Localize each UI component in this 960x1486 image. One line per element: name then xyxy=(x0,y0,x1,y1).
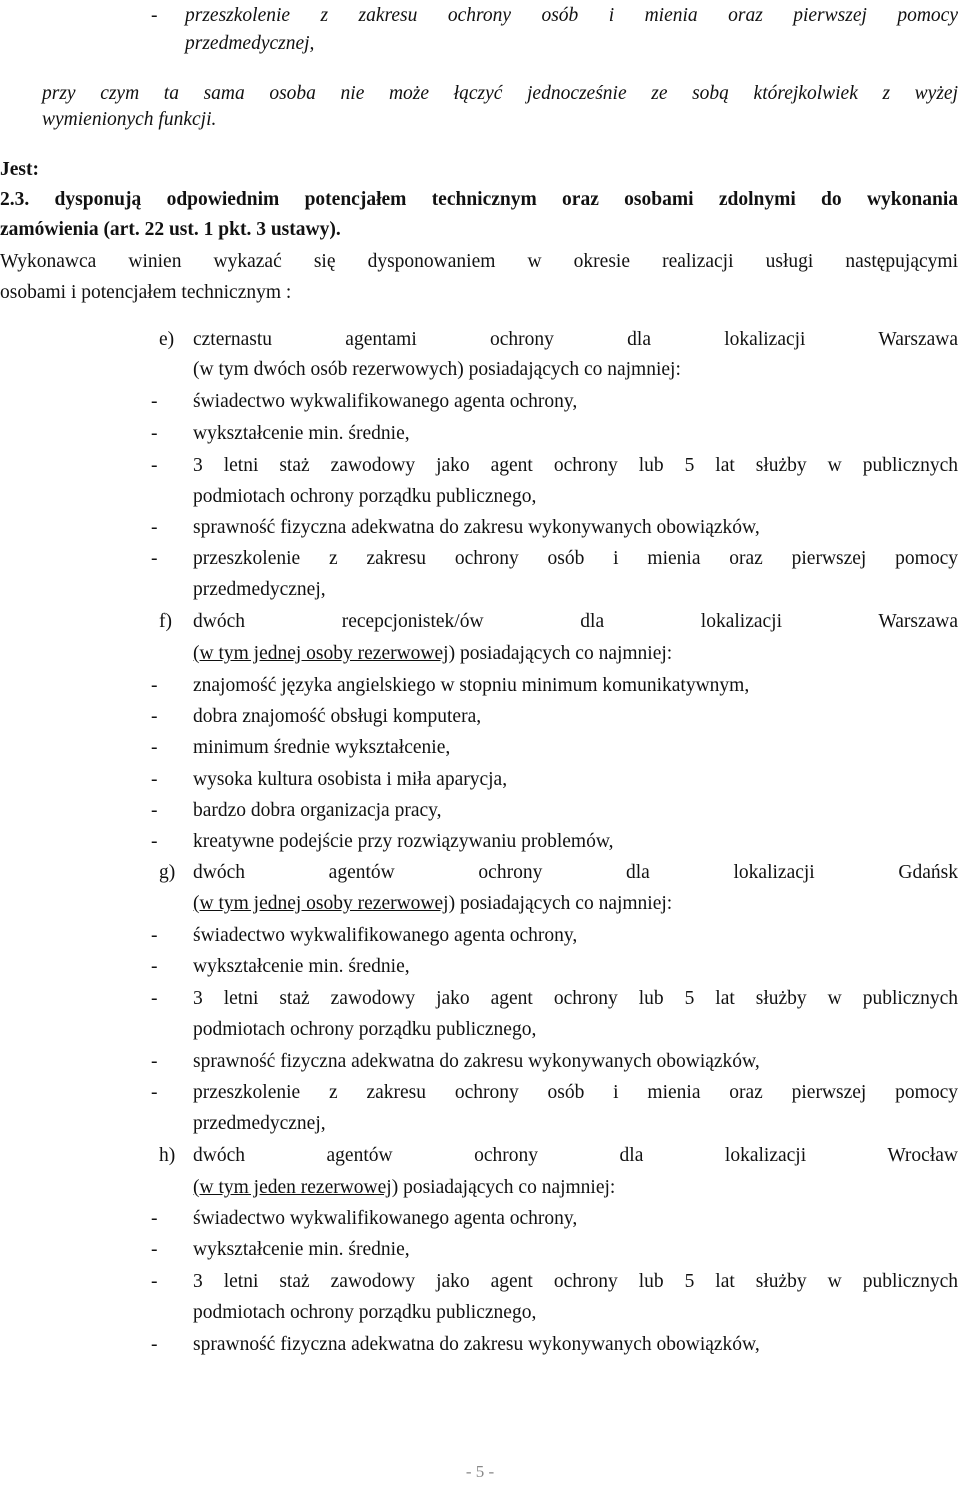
item-g-line-2-rest: ) posiadających co najmniej: xyxy=(448,893,673,914)
jest-label: Jest: xyxy=(0,159,39,180)
list-dash: - xyxy=(151,737,158,758)
item-e-req-2: wykształcenie min. średnie, xyxy=(193,423,410,444)
section-heading-line-1: 2.3. dysponują odpowiednim potencjałem technicznym oraz osobami zdolnymi do wykonania xyxy=(0,189,958,210)
item-f-marker: f) xyxy=(159,611,172,632)
list-dash: - xyxy=(151,956,158,977)
item-e-req-5-line-2: przedmedycznej, xyxy=(193,579,326,600)
list-dash: - xyxy=(151,1082,158,1103)
item-g-req-5-line-1: przeszkolenie z zakresu ochrony osób i mienia oraz pierwszej pomocy xyxy=(193,1082,958,1103)
list-dash: - xyxy=(151,1208,158,1229)
item-h-reserve-underlined: (w tym jeden rezerwowej xyxy=(193,1177,392,1198)
item-h-req-2: wykształcenie min. średnie, xyxy=(193,1239,410,1260)
list-dash: - xyxy=(151,675,158,696)
list-dash: - xyxy=(151,1271,158,1292)
list-dash: - xyxy=(151,1334,158,1355)
item-h-req-3-line-2: podmiotach ochrony porządku publicznego, xyxy=(193,1302,537,1323)
list-dash: - xyxy=(151,423,158,444)
item-g-line-2 xyxy=(193,888,672,919)
item-g-req-4: sprawność fizyczna adekwatna do zakresu wykonywanych obowiązków, xyxy=(193,1051,760,1072)
list-dash: - xyxy=(151,831,158,852)
item-f-line-2-rest: ) posiadających co najmniej: xyxy=(448,643,673,664)
intro-item-line-1: przeszkolenie z zakresu ochrony osób i mienia oraz pierwszej pomocy xyxy=(185,5,958,26)
item-f-req-5: bardzo dobra organizacja pracy, xyxy=(193,800,442,821)
item-g-reserve-underlined: (w tym jednej osoby rezerwowej xyxy=(193,893,449,914)
item-h-req-4: sprawność fizyczna adekwatna do zakresu wykonywanych obowiązków, xyxy=(193,1334,760,1355)
item-f-req-2: dobra znajomość obsługi komputera, xyxy=(193,706,482,727)
item-f-reserve-underlined: (w tym jednej osoby rezerwowej xyxy=(193,643,449,664)
item-f-line-2 xyxy=(193,638,672,669)
list-dash: - xyxy=(151,800,158,821)
list-dash: - xyxy=(151,1239,158,1260)
item-h-req-1: świadectwo wykwalifikowanego agenta ochrony, xyxy=(193,1208,578,1229)
item-g-req-2: wykształcenie min. średnie, xyxy=(193,956,410,977)
list-dash: - xyxy=(151,5,158,26)
list-dash: - xyxy=(151,925,158,946)
list-dash: - xyxy=(151,517,158,538)
section-heading-line-2: zamówienia (art. 22 ust. 1 pkt. 3 ustawy). xyxy=(0,219,341,240)
item-e-req-3-line-2: podmiotach ochrony porządku publicznego, xyxy=(193,486,537,507)
item-h-line-2-rest: ) posiadających co najmniej: xyxy=(391,1177,616,1198)
item-g-req-1: świadectwo wykwalifikowanego agenta ochrony, xyxy=(193,925,578,946)
list-dash: - xyxy=(151,769,158,790)
item-h-req-3-line-1: 3 letni staż zawodowy jako agent ochrony lub 5 lat służby w publicznych xyxy=(193,1271,958,1292)
item-f-req-1: znajomość języka angielskiego w stopniu minimum komunikatywnym, xyxy=(193,675,750,696)
item-e-req-3-line-1: 3 letni staż zawodowy jako agent ochrony lub 5 lat służby w publicznych xyxy=(193,455,958,476)
item-g-req-3-line-2: podmiotach ochrony porządku publicznego, xyxy=(193,1019,537,1040)
item-e-line-1: czternastu agentami ochrony dla lokalizacji Warszawa xyxy=(193,329,958,350)
list-dash: - xyxy=(151,391,158,412)
page-number: - 5 - xyxy=(465,1462,495,1481)
item-g-req-3-line-1: 3 letni staż zawodowy jako agent ochrony lub 5 lat służby w publicznych xyxy=(193,988,958,1009)
item-f-req-4: wysoka kultura osobista i miła aparycja, xyxy=(193,769,508,790)
section-paragraph-line-2: osobami i potencjałem technicznym : xyxy=(0,282,292,303)
intro-item-line-2: przedmedycznej, xyxy=(185,33,315,54)
item-f-req-3: minimum średnie wykształcenie, xyxy=(193,737,451,758)
list-dash: - xyxy=(151,706,158,727)
item-h-line-2 xyxy=(193,1172,615,1203)
item-g-marker: g) xyxy=(159,862,176,883)
list-dash: - xyxy=(151,548,158,569)
list-dash: - xyxy=(151,1051,158,1072)
item-e-req-5-line-1: przeszkolenie z zakresu ochrony osób i mienia oraz pierwszej pomocy xyxy=(193,548,958,569)
item-g-line-1: dwóch agentów ochrony dla lokalizacji Gdańsk xyxy=(193,862,958,883)
item-e-marker: e) xyxy=(159,329,175,350)
item-e-line-2: (w tym dwóch osób rezerwowych) posiadających co najmniej: xyxy=(193,359,681,380)
list-dash: - xyxy=(151,455,158,476)
section-paragraph-line-1: Wykonawca winien wykazać się dysponowaniem w okresie realizacji usługi następującymi xyxy=(0,251,958,272)
intro-note-line-1: przy czym ta sama osoba nie może łączyć jednocześnie ze sobą którejkolwiek z wyżej xyxy=(42,83,958,104)
item-e-req-1: świadectwo wykwalifikowanego agenta ochrony, xyxy=(193,391,578,412)
list-dash: - xyxy=(151,988,158,1009)
item-f-line-1: dwóch recepcjonistek/ów dla lokalizacji Warszawa xyxy=(193,611,958,632)
item-g-req-5-line-2: przedmedycznej, xyxy=(193,1113,326,1134)
item-e-req-4: sprawność fizyczna adekwatna do zakresu wykonywanych obowiązków, xyxy=(193,517,760,538)
intro-note-line-2: wymienionych funkcji. xyxy=(42,109,217,130)
item-h-marker: h) xyxy=(159,1145,176,1166)
item-h-line-1: dwóch agentów ochrony dla lokalizacji Wrocław xyxy=(193,1145,958,1166)
item-f-req-6: kreatywne podejście przy rozwiązywaniu problemów, xyxy=(193,831,614,852)
